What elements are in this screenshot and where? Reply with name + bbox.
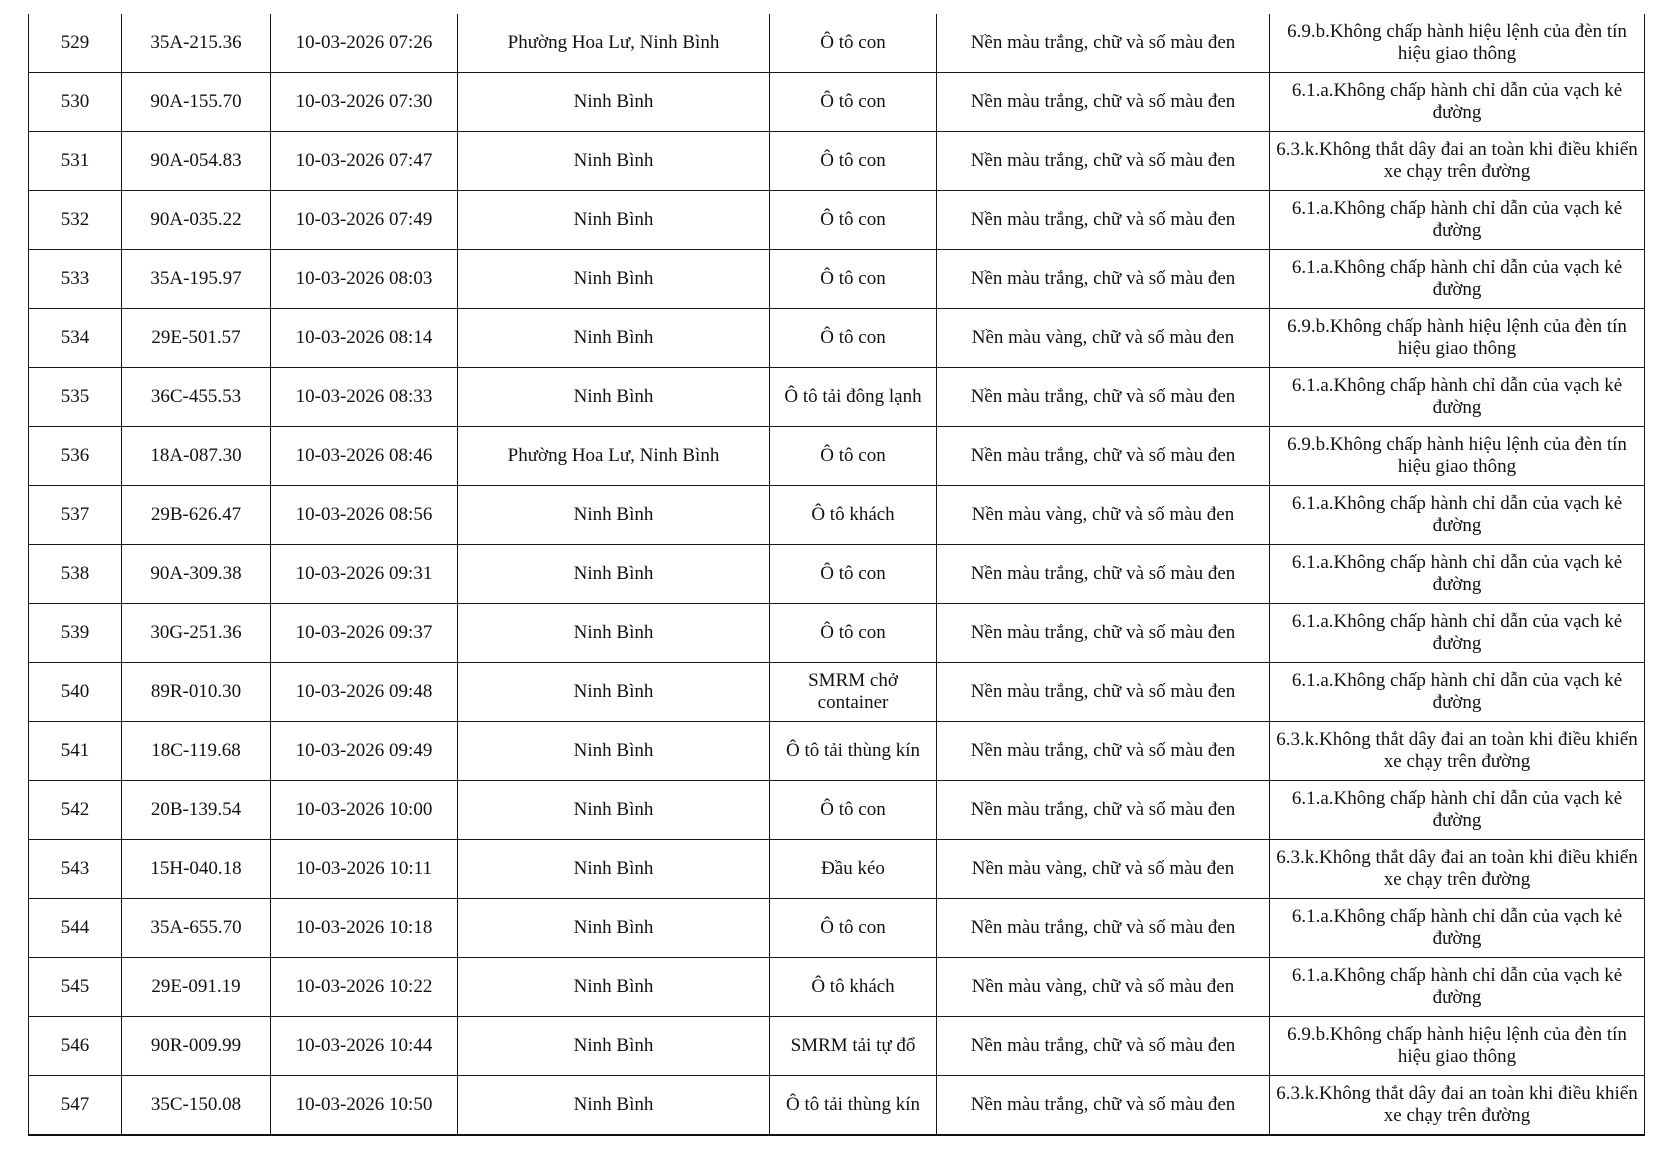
cell-stt: 533: [29, 250, 122, 309]
cell-vehicle: Đầu kéo: [770, 840, 937, 899]
cell-violation: 6.1.a.Không chấp hành chỉ dẫn của vạch kẻ đường: [1270, 604, 1645, 663]
table-row: [29, 663, 1645, 722]
cell-plate: 18C-119.68: [122, 722, 271, 781]
cell-plate-color: Nền màu trắng, chữ và số màu đen: [937, 73, 1270, 132]
cell-plate-color: Nền màu trắng, chữ và số màu đen: [937, 132, 1270, 191]
cell-stt: 547: [29, 1076, 122, 1136]
cell-violation: 6.9.b.Không chấp hành hiệu lệnh của đèn tín hiệu giao thông: [1270, 309, 1645, 368]
cell-time: 10-03-2026 09:48: [271, 663, 458, 722]
cell-location: Ninh Bình: [458, 309, 770, 368]
cell-violation: 6.1.a.Không chấp hành chỉ dẫn của vạch kẻ đường: [1270, 368, 1645, 427]
cell-plate-color: Nền màu vàng, chữ và số màu đen: [937, 486, 1270, 545]
cell-stt: 535: [29, 368, 122, 427]
cell-stt: 534: [29, 309, 122, 368]
table-row: [29, 486, 1645, 545]
cell-vehicle: SMRM tải tự đổ: [770, 1017, 937, 1076]
cell-location: Ninh Bình: [458, 191, 770, 250]
cell-plate: 30G-251.36: [122, 604, 271, 663]
cell-time: 10-03-2026 09:31: [271, 545, 458, 604]
cell-time: 10-03-2026 10:50: [271, 1076, 458, 1136]
cell-violation: 6.3.k.Không thắt dây đai an toàn khi điều khiển xe chạy trên đường: [1270, 1076, 1645, 1136]
cell-vehicle: Ô tô con: [770, 427, 937, 486]
cell-plate-color: Nền màu trắng, chữ và số màu đen: [937, 250, 1270, 309]
cell-plate: 18A-087.30: [122, 427, 271, 486]
cell-vehicle: Ô tô con: [770, 604, 937, 663]
document-page: [28, 14, 1644, 1136]
cell-stt: 538: [29, 545, 122, 604]
table-row: [29, 427, 1645, 486]
cell-plate-color: Nền màu trắng, chữ và số màu đen: [937, 722, 1270, 781]
cell-vehicle: Ô tô tải đông lạnh: [770, 368, 937, 427]
cell-violation: 6.1.a.Không chấp hành chỉ dẫn của vạch kẻ đường: [1270, 545, 1645, 604]
cell-violation: 6.1.a.Không chấp hành chỉ dẫn của vạch kẻ đường: [1270, 781, 1645, 840]
cell-plate-color: Nền màu trắng, chữ và số màu đen: [937, 14, 1270, 73]
cell-plate: 29B-626.47: [122, 486, 271, 545]
cell-violation: 6.1.a.Không chấp hành chỉ dẫn của vạch kẻ đường: [1270, 958, 1645, 1017]
cell-stt: 542: [29, 781, 122, 840]
cell-stt: 536: [29, 427, 122, 486]
cell-plate: 90A-035.22: [122, 191, 271, 250]
table-row: [29, 1076, 1645, 1136]
cell-stt: 541: [29, 722, 122, 781]
cell-vehicle: Ô tô khách: [770, 486, 937, 545]
cell-location: Ninh Bình: [458, 781, 770, 840]
cell-vehicle: Ô tô con: [770, 250, 937, 309]
cell-plate: 90A-054.83: [122, 132, 271, 191]
cell-plate: 35C-150.08: [122, 1076, 271, 1136]
cell-location: Phường Hoa Lư, Ninh Bình: [458, 14, 770, 73]
cell-stt: 540: [29, 663, 122, 722]
cell-plate-color: Nền màu trắng, chữ và số màu đen: [937, 545, 1270, 604]
cell-stt: 529: [29, 14, 122, 73]
cell-plate-color: Nền màu trắng, chữ và số màu đen: [937, 427, 1270, 486]
violations-table: [28, 14, 1645, 1136]
cell-plate: 90A-309.38: [122, 545, 271, 604]
table-row: [29, 604, 1645, 663]
cell-location: Ninh Bình: [458, 840, 770, 899]
cell-plate-color: Nền màu vàng, chữ và số màu đen: [937, 309, 1270, 368]
table-row: [29, 250, 1645, 309]
cell-vehicle: Ô tô con: [770, 191, 937, 250]
cell-location: Ninh Bình: [458, 899, 770, 958]
cell-vehicle: Ô tô con: [770, 899, 937, 958]
cell-stt: 544: [29, 899, 122, 958]
cell-vehicle: Ô tô con: [770, 73, 937, 132]
cell-time: 10-03-2026 10:22: [271, 958, 458, 1017]
cell-location: Ninh Bình: [458, 663, 770, 722]
table-row: [29, 14, 1645, 73]
cell-time: 10-03-2026 07:30: [271, 73, 458, 132]
cell-plate: 35A-655.70: [122, 899, 271, 958]
cell-plate: 15H-040.18: [122, 840, 271, 899]
cell-plate-color: Nền màu trắng, chữ và số màu đen: [937, 368, 1270, 427]
cell-time: 10-03-2026 08:14: [271, 309, 458, 368]
table-row: [29, 899, 1645, 958]
table-row: [29, 191, 1645, 250]
cell-plate-color: Nền màu trắng, chữ và số màu đen: [937, 1017, 1270, 1076]
cell-stt: 539: [29, 604, 122, 663]
cell-plate-color: Nền màu trắng, chữ và số màu đen: [937, 781, 1270, 840]
cell-location: Ninh Bình: [458, 1076, 770, 1136]
cell-vehicle: SMRM chở container: [770, 663, 937, 722]
cell-plate: 36C-455.53: [122, 368, 271, 427]
cell-plate-color: Nền màu trắng, chữ và số màu đen: [937, 899, 1270, 958]
cell-time: 10-03-2026 10:00: [271, 781, 458, 840]
cell-plate: 29E-091.19: [122, 958, 271, 1017]
cell-vehicle: Ô tô con: [770, 14, 937, 73]
cell-location: Ninh Bình: [458, 545, 770, 604]
cell-location: Ninh Bình: [458, 604, 770, 663]
cell-stt: 530: [29, 73, 122, 132]
cell-vehicle: Ô tô khách: [770, 958, 937, 1017]
cell-plate-color: Nền màu vàng, chữ và số màu đen: [937, 840, 1270, 899]
cell-violation: 6.1.a.Không chấp hành chỉ dẫn của vạch kẻ đường: [1270, 663, 1645, 722]
cell-time: 10-03-2026 09:37: [271, 604, 458, 663]
cell-time: 10-03-2026 07:47: [271, 132, 458, 191]
cell-plate-color: Nền màu trắng, chữ và số màu đen: [937, 1076, 1270, 1136]
cell-time: 10-03-2026 10:44: [271, 1017, 458, 1076]
cell-plate: 35A-215.36: [122, 14, 271, 73]
cell-location: Ninh Bình: [458, 1017, 770, 1076]
cell-violation: 6.1.a.Không chấp hành chỉ dẫn của vạch kẻ đường: [1270, 486, 1645, 545]
cell-time: 10-03-2026 08:33: [271, 368, 458, 427]
cell-stt: 537: [29, 486, 122, 545]
cell-plate: 90A-155.70: [122, 73, 271, 132]
cell-violation: 6.3.k.Không thắt dây đai an toàn khi điều khiển xe chạy trên đường: [1270, 840, 1645, 899]
cell-plate: 35A-195.97: [122, 250, 271, 309]
table-row: [29, 958, 1645, 1017]
cell-location: Ninh Bình: [458, 73, 770, 132]
table-row: [29, 73, 1645, 132]
violations-table-body: [29, 14, 1645, 1135]
cell-vehicle: Ô tô con: [770, 545, 937, 604]
table-row: [29, 781, 1645, 840]
cell-location: Ninh Bình: [458, 958, 770, 1017]
table-row: [29, 840, 1645, 899]
table-row: [29, 722, 1645, 781]
cell-time: 10-03-2026 09:49: [271, 722, 458, 781]
cell-time: 10-03-2026 10:11: [271, 840, 458, 899]
cell-violation: 6.1.a.Không chấp hành chỉ dẫn của vạch kẻ đường: [1270, 250, 1645, 309]
table-row: [29, 545, 1645, 604]
cell-violation: 6.1.a.Không chấp hành chỉ dẫn của vạch kẻ đường: [1270, 73, 1645, 132]
cell-plate-color: Nền màu trắng, chữ và số màu đen: [937, 604, 1270, 663]
cell-location: Ninh Bình: [458, 722, 770, 781]
cell-plate-color: Nền màu trắng, chữ và số màu đen: [937, 663, 1270, 722]
cell-stt: 532: [29, 191, 122, 250]
table-row: [29, 1017, 1645, 1076]
cell-plate: 20B-139.54: [122, 781, 271, 840]
cell-vehicle: Ô tô tải thùng kín: [770, 1076, 937, 1136]
cell-violation: 6.1.a.Không chấp hành chỉ dẫn của vạch kẻ đường: [1270, 899, 1645, 958]
cell-location: Ninh Bình: [458, 368, 770, 427]
cell-violation: 6.9.b.Không chấp hành hiệu lệnh của đèn tín hiệu giao thông: [1270, 14, 1645, 73]
cell-time: 10-03-2026 08:56: [271, 486, 458, 545]
cell-location: Ninh Bình: [458, 250, 770, 309]
cell-plate: 89R-010.30: [122, 663, 271, 722]
cell-location: Phường Hoa Lư, Ninh Bình: [458, 427, 770, 486]
table-row: [29, 309, 1645, 368]
cell-stt: 531: [29, 132, 122, 191]
cell-vehicle: Ô tô con: [770, 132, 937, 191]
cell-stt: 546: [29, 1017, 122, 1076]
cell-time: 10-03-2026 07:49: [271, 191, 458, 250]
cell-violation: 6.3.k.Không thắt dây đai an toàn khi điều khiển xe chạy trên đường: [1270, 722, 1645, 781]
cell-vehicle: Ô tô tải thùng kín: [770, 722, 937, 781]
cell-violation: 6.9.b.Không chấp hành hiệu lệnh của đèn tín hiệu giao thông: [1270, 427, 1645, 486]
cell-violation: 6.3.k.Không thắt dây đai an toàn khi điều khiển xe chạy trên đường: [1270, 132, 1645, 191]
cell-time: 10-03-2026 08:46: [271, 427, 458, 486]
table-row: [29, 132, 1645, 191]
cell-plate-color: Nền màu vàng, chữ và số màu đen: [937, 958, 1270, 1017]
cell-location: Ninh Bình: [458, 486, 770, 545]
cell-stt: 545: [29, 958, 122, 1017]
cell-plate-color: Nền màu trắng, chữ và số màu đen: [937, 191, 1270, 250]
cell-stt: 543: [29, 840, 122, 899]
cell-violation: 6.9.b.Không chấp hành hiệu lệnh của đèn tín hiệu giao thông: [1270, 1017, 1645, 1076]
cell-vehicle: Ô tô con: [770, 781, 937, 840]
table-row: [29, 368, 1645, 427]
cell-vehicle: Ô tô con: [770, 309, 937, 368]
cell-time: 10-03-2026 10:18: [271, 899, 458, 958]
cell-time: 10-03-2026 07:26: [271, 14, 458, 73]
cell-location: Ninh Bình: [458, 132, 770, 191]
cell-plate: 90R-009.99: [122, 1017, 271, 1076]
cell-time: 10-03-2026 08:03: [271, 250, 458, 309]
cell-violation: 6.1.a.Không chấp hành chỉ dẫn của vạch kẻ đường: [1270, 191, 1645, 250]
cell-plate: 29E-501.57: [122, 309, 271, 368]
